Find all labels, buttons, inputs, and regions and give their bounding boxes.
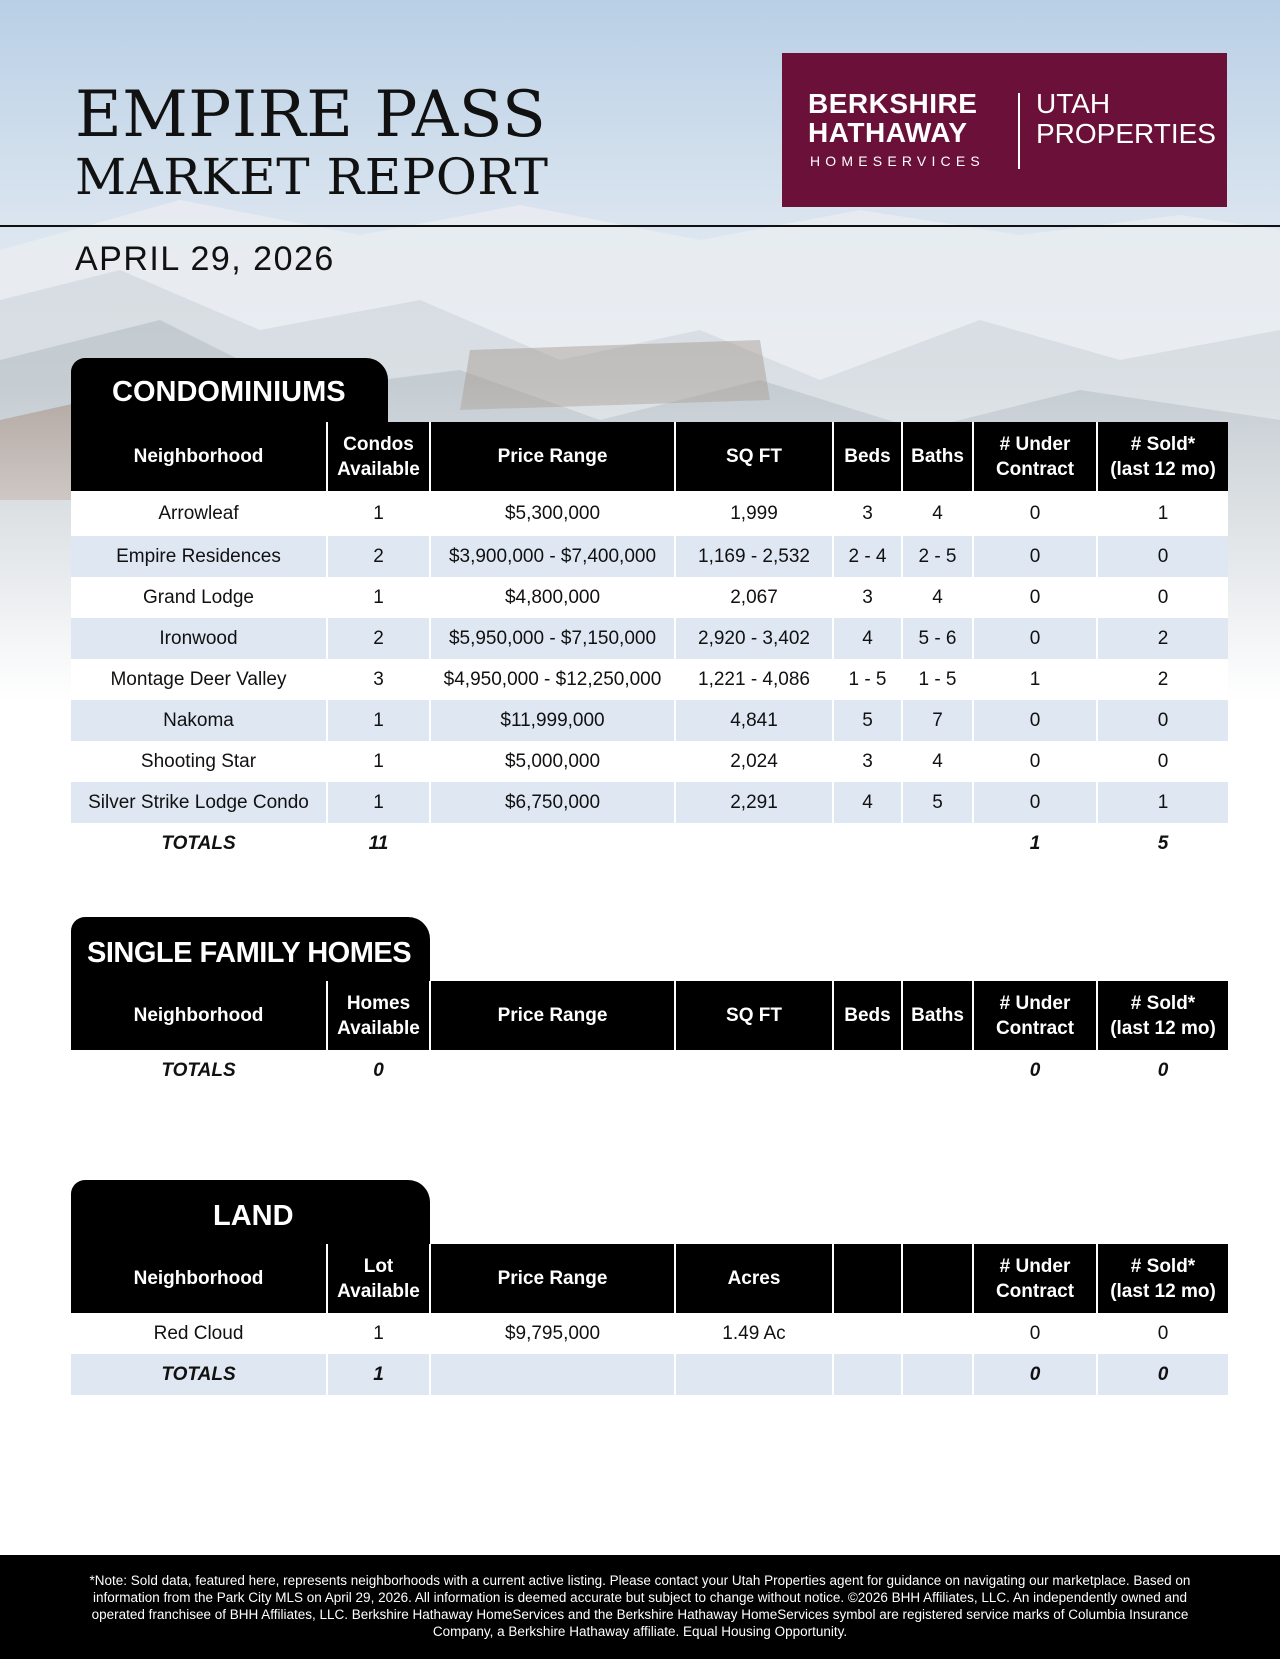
brand-logo: [782, 53, 1227, 207]
col-sqft: SQ FT: [675, 981, 833, 1050]
col-beds: Beds: [833, 422, 902, 491]
col-empty: [833, 1244, 902, 1313]
col-sqft: SQ FT: [675, 422, 833, 491]
land-section-title: LAND: [213, 1200, 294, 1232]
table-header-row: [71, 422, 1228, 491]
totals-row: TOTALS 11 1 5: [71, 823, 1228, 864]
col-sold: # Sold* (last 12 mo): [1097, 422, 1228, 491]
title-line-1: EMPIRE PASS: [75, 78, 547, 152]
table-row: Arrowleaf 1 $5,300,000 1,999 3 4 0 1: [71, 491, 1228, 536]
table-row: Silver Strike Lodge Condo 1 $6,750,000 2,291 4 5 0 1: [71, 782, 1228, 823]
table-row: Ironwood 2 $5,950,000 - $7,150,000 2,920 - 3,402 4 5 - 6 0 2: [71, 618, 1228, 659]
table-row: Grand Lodge 1 $4,800,000 2,067 3 4 0 0: [71, 577, 1228, 618]
col-under-contract: # Under Contract: [973, 1244, 1097, 1313]
condos-table: [71, 422, 1228, 864]
col-price-range: Price Range: [430, 422, 675, 491]
col-price-range: Price Range: [430, 981, 675, 1050]
land-table: [71, 1244, 1228, 1395]
homes-table: [71, 981, 1228, 1091]
col-sold: # Sold* (last 12 mo): [1097, 1244, 1228, 1313]
col-baths: Baths: [902, 422, 973, 491]
totals-row: TOTALS 1 0 0: [71, 1354, 1228, 1395]
col-under-contract: # Under Contract: [973, 422, 1097, 491]
col-neighborhood: Neighborhood: [71, 422, 327, 491]
col-available: Lot Available: [327, 1244, 430, 1313]
col-available: Homes Available: [327, 981, 430, 1050]
logo-divider: [1018, 93, 1020, 169]
totals-row: TOTALS 0 0 0: [71, 1050, 1228, 1091]
col-neighborhood: Neighborhood: [71, 1244, 327, 1313]
table-row: Shooting Star 1 $5,000,000 2,024 3 4 0 0: [71, 741, 1228, 782]
report-title: [75, 78, 549, 206]
homes-section-tab: [71, 917, 430, 983]
brand-name: BERKSHIRE HATHAWAY: [808, 88, 978, 148]
col-baths: Baths: [902, 981, 973, 1050]
report-date: APRIL 29, 2026: [75, 240, 335, 278]
col-under-contract: # Under Contract: [973, 981, 1097, 1050]
disclaimer-text: *Note: Sold data, featured here, represents neighborhoods with a current active listing. Please contact your Utah Properties agent for guidance on navigating our marketplace. Based on information from the Park City MLS on April 29, 2026. All information is deemed accurate but subject to change without notice. ©2026 BHH Affiliates, LLC. An independently owned and operated franchisee of BHH Affiliates, LLC. Berkshire Hathaway HomeServices and the Berkshire Hathaway HomeServices symbol are registered service marks of Columbia Insurance Company, a Berkshire Hathaway affiliate. Equal Housing Opportunity.: [89, 1573, 1191, 1639]
brand-region: UTAH PROPERTIES: [1036, 88, 1216, 149]
land-section-tab: [71, 1180, 430, 1246]
col-available: Condos Available: [327, 422, 430, 491]
col-price-range: Price Range: [430, 1244, 675, 1313]
table-row: Nakoma 1 $11,999,000 4,841 5 7 0 0: [71, 700, 1228, 741]
title-line-2: MARKET REPORT: [75, 148, 549, 206]
col-empty: [902, 1244, 973, 1313]
col-sold: # Sold* (last 12 mo): [1097, 981, 1228, 1050]
condos-section-title: CONDOMINIUMS: [112, 376, 346, 408]
header-divider: [0, 225, 1280, 227]
brand-subtitle: HOMESERVICES: [810, 153, 985, 169]
table-header-row: [71, 981, 1228, 1050]
table-header-row: [71, 1244, 1228, 1313]
homes-section-title: SINGLE FAMILY HOMES: [87, 937, 412, 969]
table-row: Montage Deer Valley 3 $4,950,000 - $12,250,000 1,221 - 4,086 1 - 5 1 - 5 1 2: [71, 659, 1228, 700]
col-acres: Acres: [675, 1244, 833, 1313]
table-row: Empire Residences 2 $3,900,000 - $7,400,000 1,169 - 2,532 2 - 4 2 - 5 0 0: [71, 536, 1228, 577]
col-beds: Beds: [833, 981, 902, 1050]
table-row: Red Cloud 1 $9,795,000 1.49 Ac 0 0: [71, 1313, 1228, 1354]
condos-section-tab: [71, 358, 388, 424]
col-neighborhood: Neighborhood: [71, 981, 327, 1050]
footer-disclaimer: [0, 1555, 1280, 1659]
